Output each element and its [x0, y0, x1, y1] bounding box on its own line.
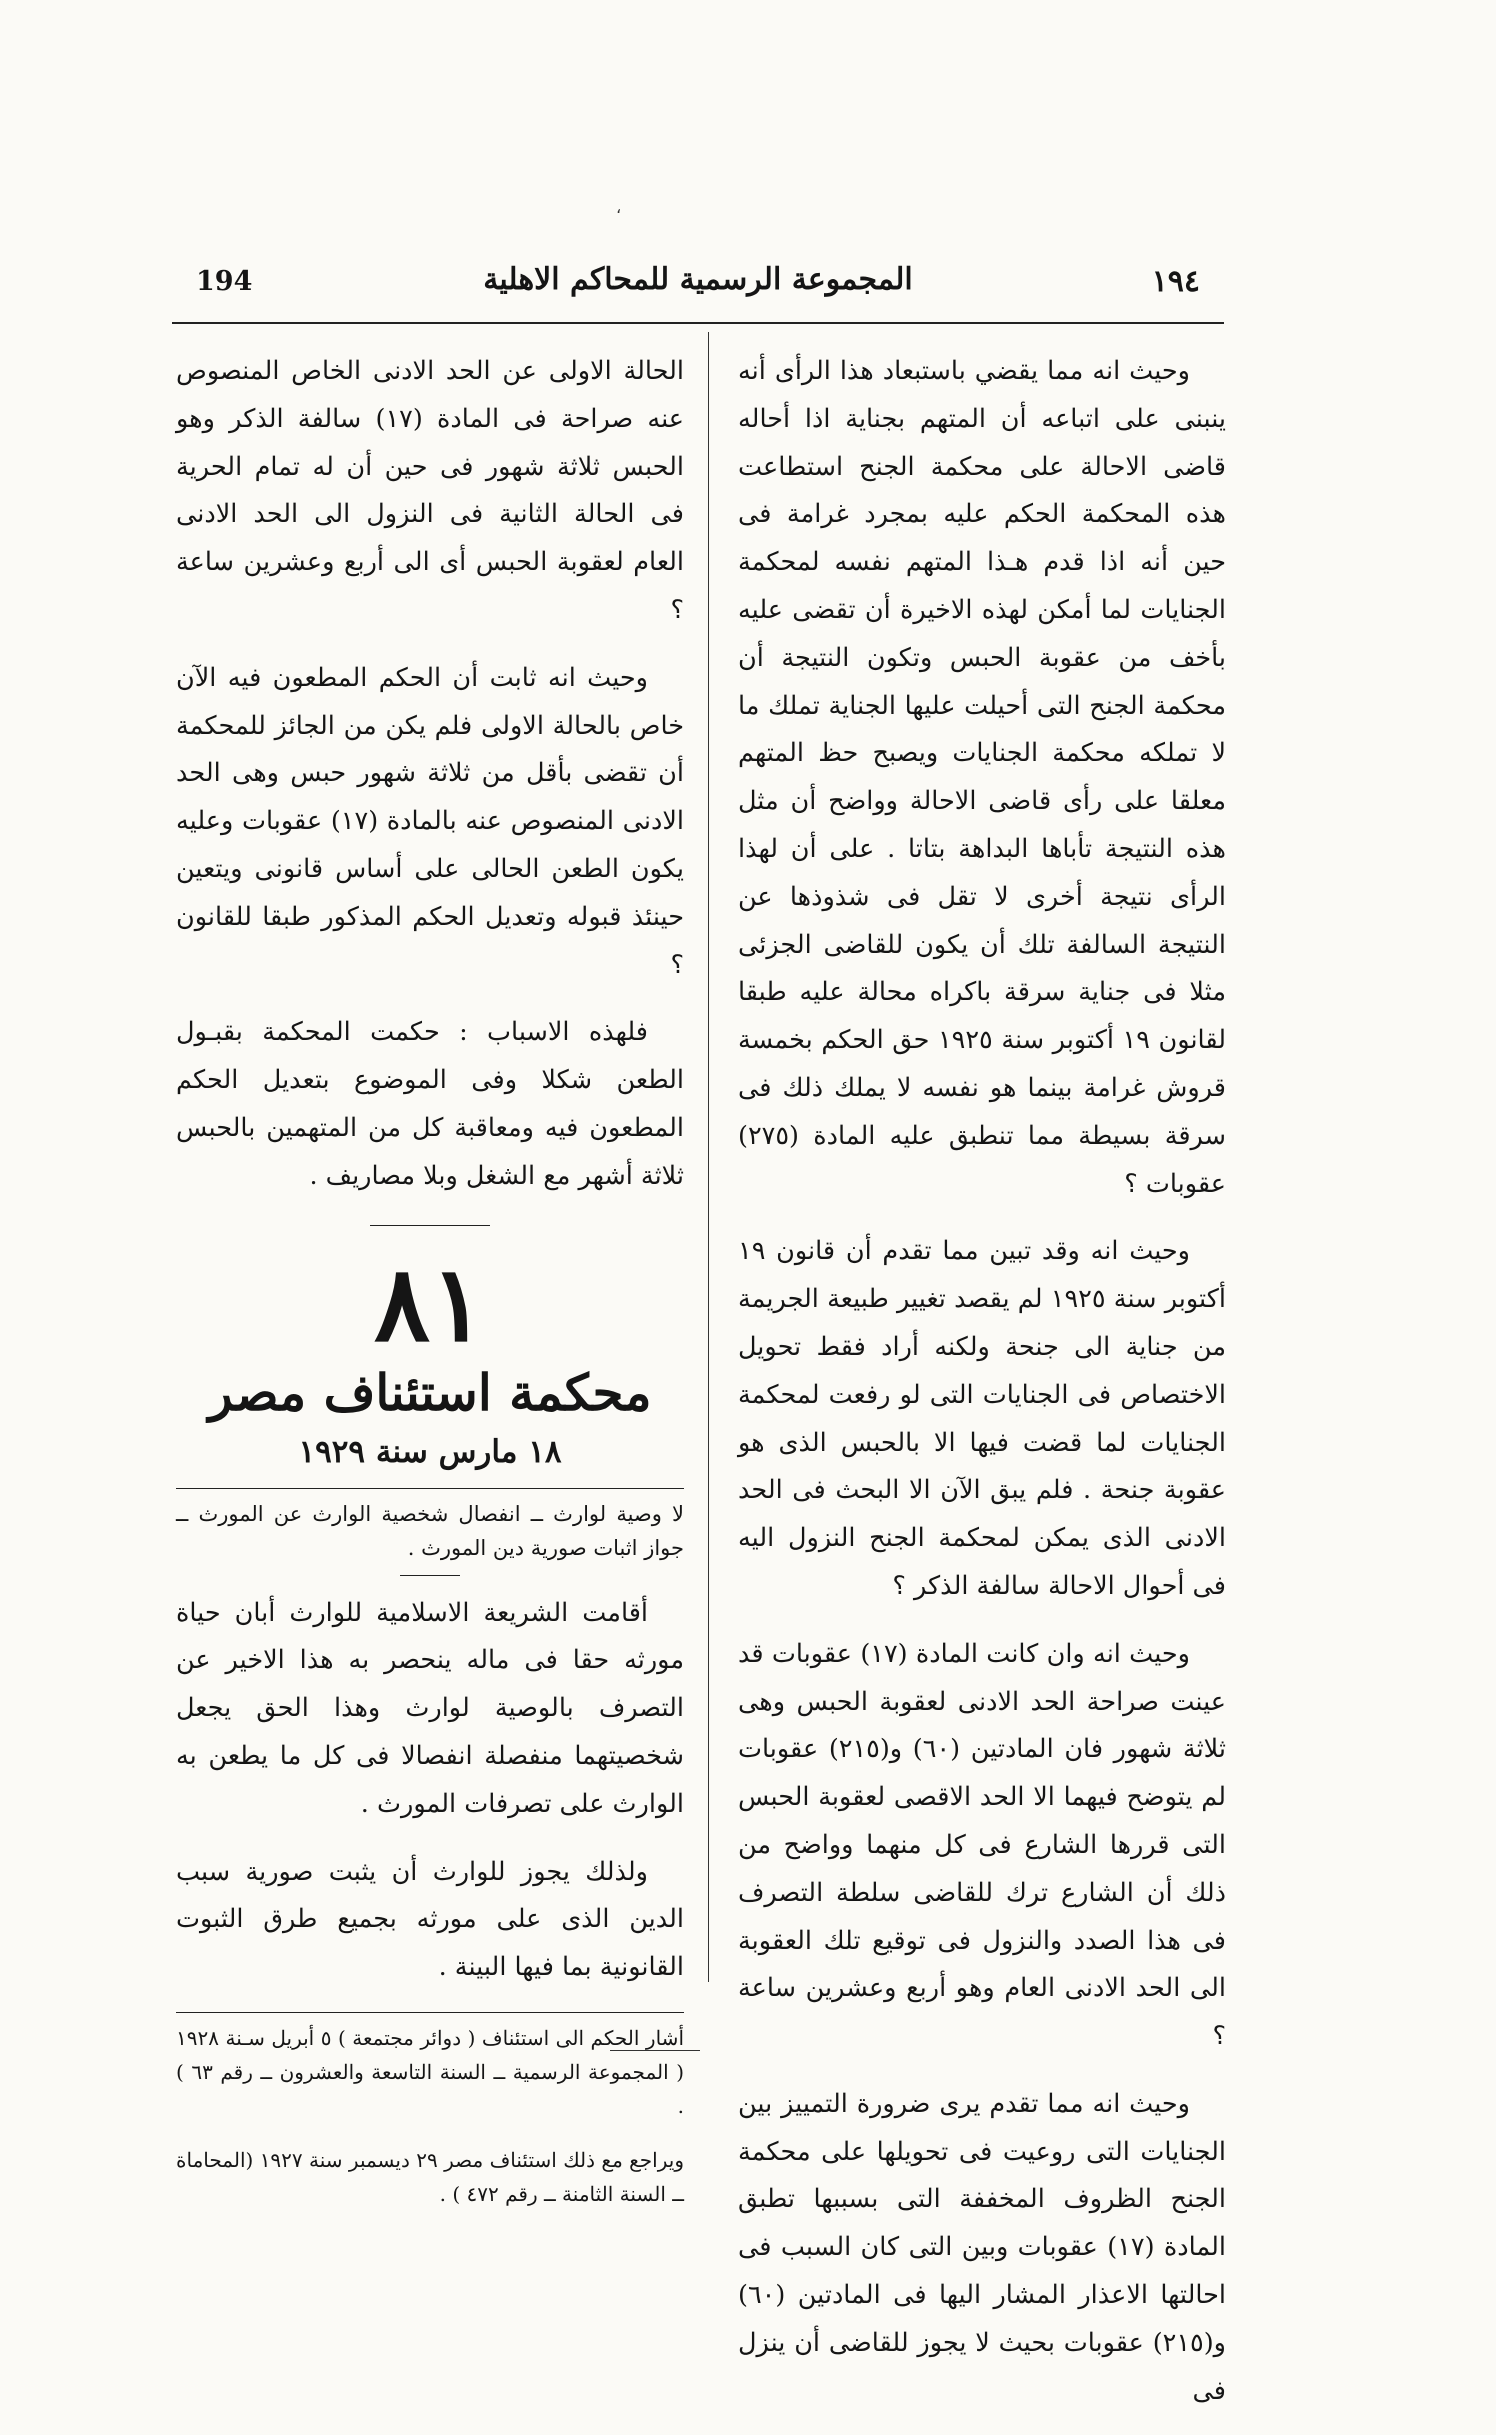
right-column	[738, 348, 1226, 2435]
footnote: أشار الحكم الى استئناف ( دوائر مجتمعة ) ٥ أبريل سـنة ١٩٢٨ ( المجموعة الرسمية ــ السنة التاسعة والعشرون ــ رقم ٦٣ ) .	[176, 2025, 684, 2118]
column-divider	[708, 332, 709, 1982]
case-number: ٨١	[374, 1241, 486, 1365]
court-name: محكمة استئناف مصر	[208, 1362, 652, 1422]
scan-mark: ،	[616, 198, 622, 217]
column-end-rule	[610, 2050, 700, 2051]
footnote-rule	[176, 2012, 684, 2013]
summary-end-rule	[400, 1575, 460, 1576]
page-header	[172, 262, 1224, 314]
left-column	[176, 348, 684, 2231]
verdict-paragraph: فلهذه الاسباب : حكمت المحكمة بقبـول الطعن شكلا وفى الموضوع بتعديل الحكم المطعون فيه ومعاقبة كل من المتهمين بالحبس ثلاثة أشهر مع الشغل وبلا مصاريف .	[176, 1017, 684, 1191]
header-rule	[172, 322, 1224, 324]
page-number-arabic: ١٩٤	[1151, 264, 1200, 299]
summary-rule	[176, 1488, 684, 1489]
paragraph: وحيث انه ثابت أن الحكم المطعون فيه الآن خاص بالحالة الاولى فلم يكن من الجائز للمحكمة أن تقضى بأقل من ثلاثة شهور حبس وهى الحد الادنى المنصوص عنه بالمادة (١٧) عقوبات وعليه يكون الطعن الحالى على أساس قانونى ويتعين حينئذ قبوله وتعديل الحكم المذكور طبقا للقانون ؟	[176, 662, 684, 980]
paragraph: الحالة الاولى عن الحد الادنى الخاص المنصوص عنه صراحة فى المادة (١٧) سالفة الذكر وهو الحبس ثلاثة شهور فى حين أن له تمام الحرية فى الحالة الثانية فى النزول الى الحد الادنى العام لعقوبة الحبس أى الى أربع وعشرين ساعة ؟	[176, 356, 684, 625]
paragraph: وحيث انه مما تقدم يرى ضرورة التمييز بين الجنايات التى روعيت فى تحويلها على محكمة الجنح الظروف المخففة التى بسببها تطبق المادة (١٧) عقوبات وبين التى كان السبب فى احالتها الاعذار المشار اليها فى المادتين (٦٠) و(٢١٥) عقوبات بحيث لا يجوز للقاضى أن ينزل فى	[738, 2088, 1226, 2406]
paragraph: وحيث انه مما يقضي باستبعاد هذا الرأى أنه ينبنى على اتباعه أن المتهم بجناية اذا أحاله قاضى الاحالة على محكمة الجنح استطاعت هذه المحكمة الحكم عليه بمجرد غرامة فى حين أنه اذا قدم هـذا المتهم نفسه لمحكمة الجنايات لما أمكن لهذه الاخيرة أن تقضى عليه بأخف من عقوبة الحبس وتكون النتيجة أن محكمة الجنح التى أحيلت عليها الجناية تملك ما لا تملكه محكمة الجنايات ويصبح حظ المتهم معلقا على رأى قاضى الاحالة وواضح أن مثل هذه النتيجة تأباها البداهة بتاتا . على أن لهذا الرأى نتيجة أخرى لا تقل فى شذوذها عن النتيجة السالفة تلك أن يكون للقاضى الجزئى مثلا فى جناية سرقة باكراه محالة عليه طبقا لقانون ١٩ أكتوبر سنة ١٩٢٥ حق الحكم بخمسة قروش غرامة بينما هو نفسه لا يملك ذلك فى سرقة بسيطة مما تنطبق عليه المادة (٢٧٥) عقوبات ؟	[738, 356, 1226, 1199]
section-separator	[370, 1225, 490, 1226]
judgment-date: ١٨ مارس سنة ١٩٢٩	[298, 1433, 562, 1470]
case-summary: لا وصية لوارث ــ انفصال شخصية الوارث عن المورث ــ جواز اثبات صورية دين المورث .	[176, 1501, 684, 1560]
paragraph: وحيث انه وان كانت المادة (١٧) عقوبات قد عينت صراحة الحد الادنى لعقوبة الحبس وهى ثلاثة شهور فان المادتين (٦٠) و(٢١٥) عقوبات لم يتوضح فيهما الا الحد الاقصى لعقوبة الحبس التى قررها الشارع فى كل منهما وواضح من ذلك أن الشارع ترك للقاضى سلطة التصرف فى هذا الصدد والنزول فى توقيع تلك العقوبة الى الحد الادنى العام وهو أربع وعشرين ساعة ؟	[738, 1638, 1226, 2052]
paragraph: وحيث انه وقد تبين مما تقدم أن قانون ١٩ أكتوبر سنة ١٩٢٥ لم يقصد تغيير طبيعة الجريمة من جناية الى جنحة ولكنه أراد فقط تحويل الاختصاص فى الجنايات التى لو رفعت لمحكمة الجنايات لما قضت فيها الا بالحبس الذى هو عقوبة جنحة . فلم يبق الآن الا البحث فى الحد الادنى الذى يمكن لمحكمة الجنح النزول اليه فى أحوال الاحالة سالفة الذكر ؟	[738, 1236, 1226, 1601]
footnote: ويراجع مع ذلك استئناف مصر ٢٩ ديسمبر سنة ١٩٢٧ (المحاماة ــ السنة الثامنة ــ رقم ٤٧٢ ) .	[176, 2147, 684, 2206]
page-number-latin: 194	[196, 266, 253, 297]
principle-paragraph: ولذلك يجوز للوارث أن يثبت صورية سبب الدين الذى على مورثه بجميع طرق الثبوت القانونية بما فيها البينة .	[176, 1856, 684, 1983]
principle-paragraph: أقامت الشريعة الاسلامية للوارث أبان حياة مورثه حقا فى ماله ينحصر به هذا الاخير عن التصرف بالوصية لوارث وهذا الحق يجعل شخصيتهما منفصلة انفصالا فى كل ما يطعن به الوارث على تصرفات المورث .	[176, 1597, 684, 1819]
running-title: المجموعة الرسمية للمحاكم الاهلية	[483, 262, 913, 297]
